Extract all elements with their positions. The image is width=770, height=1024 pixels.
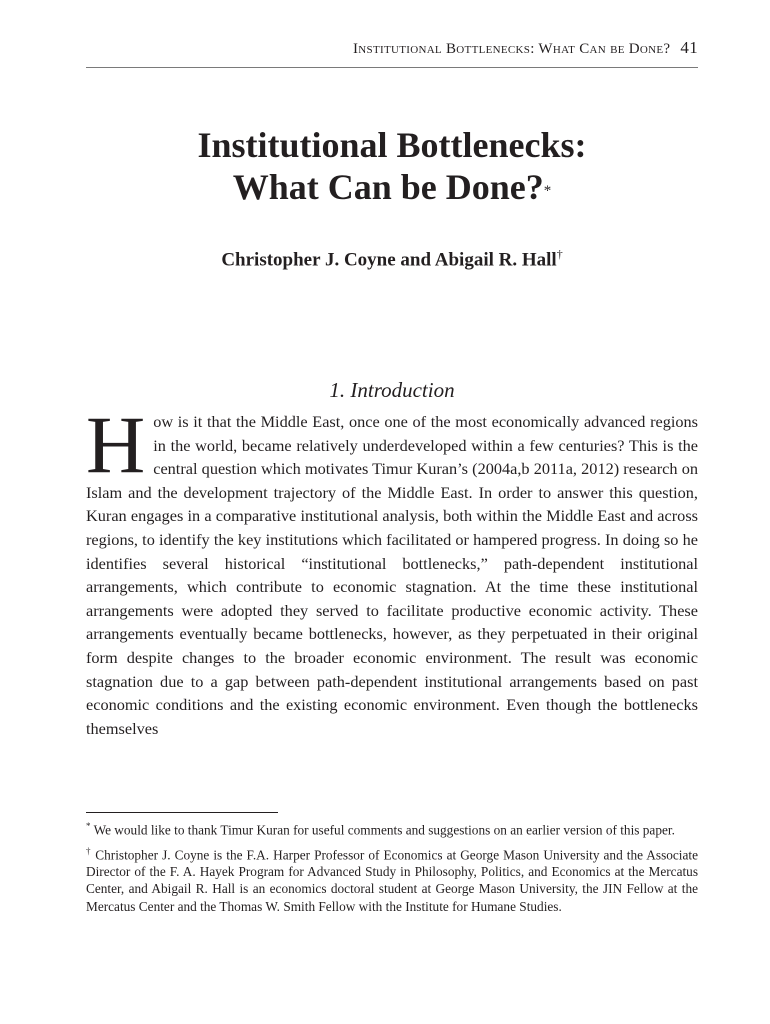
header-rule	[86, 67, 698, 68]
running-head-title: Institutional Bottlenecks: What Can be Done?	[353, 41, 671, 57]
footnote-mark: *	[86, 821, 91, 831]
footnote-rule	[86, 812, 278, 813]
author-footnote-mark: †	[556, 247, 563, 261]
body-paragraph	[86, 399, 698, 740]
title-line-2	[86, 166, 698, 208]
drop-cap: H	[86, 399, 146, 490]
footnote-text: Christopher J. Coyne is the F.A. Harper Professor of Economics at George Mason University and the Associate Director of the F. A. Hayek Program for Advanced Study in Philosophy, Politics, and Economics at the Mercatus Center, and Abigail R. Hall is an economics doctoral student at George Mason University, the JIN Fellow at the Mercatus Center and the Thomas W. Smith Fellow with the Institute for Humane Studies.	[86, 847, 698, 914]
footnote	[86, 843, 698, 915]
author-line	[86, 247, 698, 271]
footnote-mark: †	[86, 845, 92, 856]
running-head	[86, 38, 698, 58]
article-title	[86, 124, 698, 208]
title-line-1: Institutional Bottlenecks:	[197, 125, 587, 165]
title-line-2-text: What Can be Done?	[232, 167, 544, 207]
section-heading: 1. Introduction	[329, 378, 455, 402]
title-footnote-mark: *	[543, 183, 552, 199]
author-names: Christopher J. Coyne and Abigail R. Hall	[221, 249, 557, 271]
footnotes	[86, 818, 698, 919]
body-paragraph-text: ow is it that the Middle East, once one of the most economically advanced regions in the world, became relatively underdeveloped within a few centuries? This is the central question which motivates Timur Kuran’s (2004a,b 2011a, 2012) research on Islam and the development trajectory of the Middle East. In order to answer this question, Kuran engages in a comparative institutional analysis, both within the Middle East and across regions, to identify the key institutions which facilitated or hampered progress. In doing so he identifies several historical “institutional bottlenecks,” path-dependent institutional arrangements, which contribute to economic stagnation. At the time these institutional arrangements were adopted they served to facilitate productive economic activity. These arrangements eventually became bottlenecks, however, as they perpetuated in their original form despite changes to the broader economic environment. The result was economic stagnation due to a gap between path-dependent institutional arrangements based on past economic conditions and the existing economic environment. Even though the bottlenecks themselves	[86, 412, 698, 738]
footnote-text: We would like to thank Timur Kuran for useful comments and suggestions on an earlier version of this paper.	[90, 822, 675, 838]
footnote	[86, 818, 698, 839]
page-number: 41	[680, 38, 698, 57]
